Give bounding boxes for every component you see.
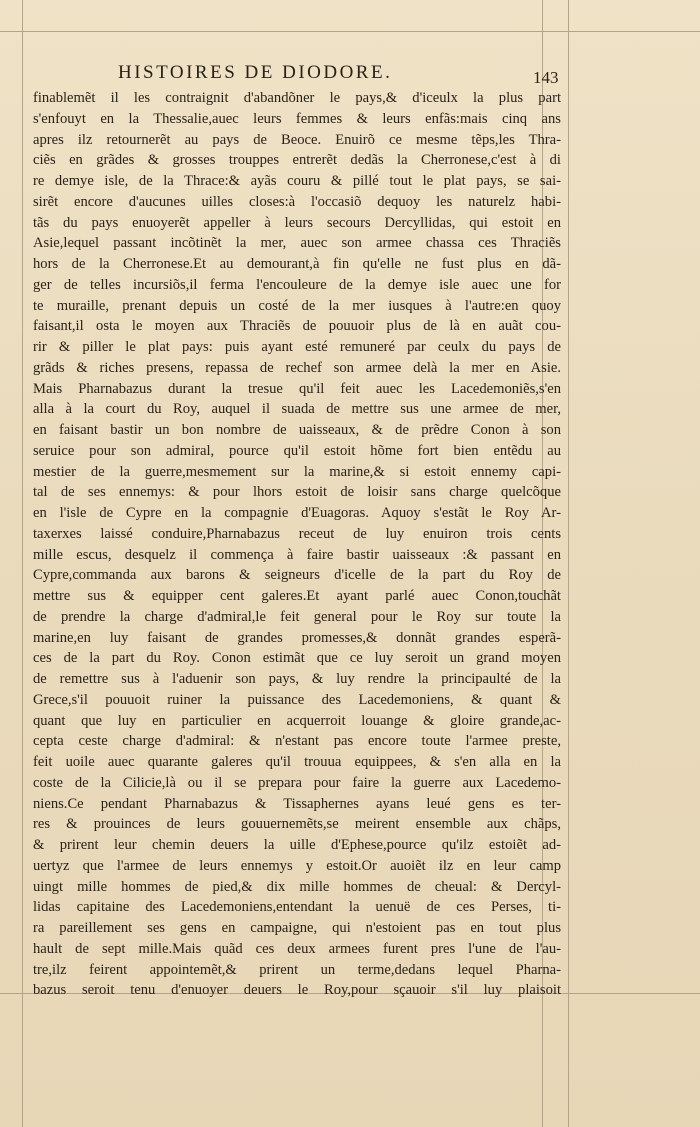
text-line: seruice pour son admiral, pource qu'il estoit hõme fort bien entẽdu au (33, 442, 561, 459)
text-line: finablemẽt il les contraignit d'abandõner le pays,& d'iceulx la plus part (33, 90, 561, 106)
text-line: niens.Ce pendant Pharnabazus & Tissaphernes ayans leué gens es ter- (33, 795, 561, 812)
text-line: uertyz que l'armee de leurs ennemys y estoit.Or auoiẽt ilz en leur camp (33, 857, 561, 874)
text-line: tãs du pays enuoyerẽt appeller à leurs secours Dercyllidas, qui estoit en (33, 214, 561, 231)
top-rule (0, 31, 700, 32)
text-line: de prendre la charge d'admiral,le feit general pour le Roy sur toute la (33, 608, 561, 625)
text-line: alla à la court du Roy, auquel il suada de mettre sus une armee de mer, (33, 401, 561, 418)
text-line: en l'isle de Cypre en la compagnie d'Euagoras. Aquoy s'estãt le Roy Ar- (33, 505, 561, 521)
text-line: bazus seroit tenu d'enuoyer deuers le Roy,pour sçauoir s'il luy plaisoit (33, 982, 561, 999)
text-line: rir & piller le plat pays: puis ayant esté remuneré par ceulx du pays de (33, 339, 561, 355)
text-line: ciẽs en grãdes & grosses trouppes entrerẽt dedãs la Cherronese,c'est à di (33, 152, 561, 169)
text-line: hault de sept mille.Mais quãd ces deux armees furent pres l'une de l'au- (33, 940, 561, 957)
text-line: mille escus, desquelz il commença à faire bastir uaisseaux :& passant en (33, 546, 561, 563)
text-line: feit uoile auec quarante galeres qu'il trouua equippees, & s'en alla en la (33, 754, 561, 770)
text-line: Cypre,commanda aux barons & seigneurs d'icelle de la part du Roy de (33, 567, 561, 584)
text-line: apres ilz retournerẽt au pays de Beoce. Enuirõ ce mesme tẽps,les Thra- (33, 131, 561, 148)
running-head: HISTOIRES DE DIODORE. (118, 62, 393, 83)
text-line: taxerxes laissé conduire,Pharnabazus receut de luy enuiron trois cents (33, 525, 561, 542)
text-line: Mais Pharnabazus durant la tresue qu'il feit auec les Lacedemoniẽs,s'en (33, 380, 561, 397)
margin-rule-outer (568, 0, 569, 1127)
text-line: Grece,s'il pouuoit ruiner la puissance des Lacedemoniens, & quant & (33, 691, 561, 708)
text-line: de remettre sus à l'aduenir son pays, & luy rendre la principaulté de la (33, 671, 561, 687)
text-line: grãds & riches presens, repassa de rechef son armee delà la mer en Asie. (33, 359, 561, 376)
text-line: s'enfouyt en la Thessalie,auec leurs femmes & leurs enfãs:mais cinq ans (33, 110, 561, 127)
text-line: en faisant bastir un bon nombre de uaisseaux, & de prẽdre Conon à son (33, 422, 561, 438)
text-line: Asie,lequel passant incõtinẽt la mer, auec son armee chassa ces Thraciẽs (33, 235, 561, 252)
text-line: uingt mille hommes de pied,& dix mille hommes de cheual: & Dercyl- (33, 878, 561, 895)
text-line: te muraille, prenant depuis un costé de la mer iusques à l'autre:en quoy (33, 297, 561, 314)
text-line: lidas capitaine des Lacedemoniens,entendant la uenuë de ces Perses, ti- (33, 899, 561, 916)
page-number: 143 (533, 68, 559, 87)
text-line: ces de la part du Roy. Conon estimãt que ce luy seroit un grand moyen (33, 650, 561, 667)
text-line: faisant,il osta le moyen aux Thraciẽs de pouuoir plus de là en auãt cou- (33, 318, 561, 335)
text-line: ra pareillement ses gens en campaigne, qui n'estoient pas en tout plus (33, 920, 561, 936)
text-line: cepta ceste charge d'admiral: & n'estant pas encore toute l'armee preste, (33, 733, 561, 750)
text-line: mestier de la guerre,mesmement sur la marine,& si estoit ennemy capi- (33, 463, 561, 480)
text-line: sirẽt encore d'aucunes uilles closes:à l'occasiõ dequoy les naturelz habi- (33, 193, 561, 210)
body-text (33, 88, 561, 1001)
text-line: ger de telles incursiõs,il ferma l'encouleure de la demye isle auec une for (33, 276, 561, 293)
text-line: tre,ilz feirent appointemẽt,& prirent un terme,dedans lequel Pharna- (33, 961, 561, 978)
text-line: tal de ses ennemys: & pour lhors estoit de loisir sans charge quelcõque (33, 484, 561, 501)
text-line: re demye isle, de la Thrace:& ayãs couru & pillé tout le plat pays, se sai- (33, 173, 561, 189)
text-line: hors de la Cherronese.Et au demourant,à fin qu'elle ne fust plus en dã- (33, 256, 561, 272)
text-line: quant que luy en particulier en acquerroit louange & gloire grande,ac- (33, 712, 561, 729)
text-line: marine,en luy faisant de grandes promesses,& donnãt grandes esperã- (33, 629, 561, 646)
text-line: coste de la Cilicie,là ou il se prepara pour faire la guerre aux Lacedemo- (33, 774, 561, 791)
text-line: res & prouinces de leurs gouuernemẽts,se meirent ensemble aux chãps, (33, 816, 561, 833)
text-line: mettre sus & equipper cent galeres.Et ayant parlé auec Conon,touchãt (33, 588, 561, 604)
text-line: & prirent leur chemin deuers la uille d'Ephese,pource qu'ilz estoiẽt ad- (33, 837, 561, 853)
margin-rule-left (22, 0, 23, 1127)
